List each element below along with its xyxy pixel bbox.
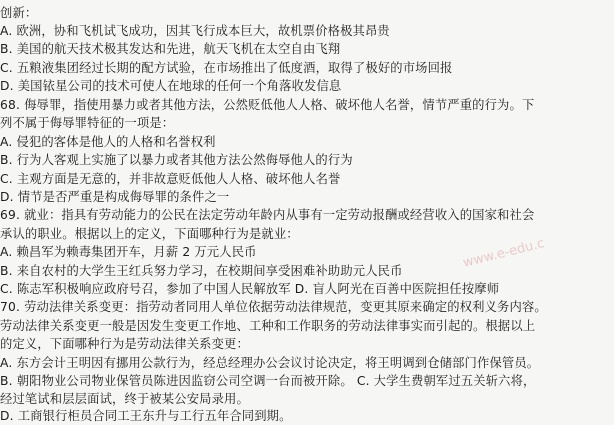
option-a: A. 东方会计王明因有挪用公款行为，经总经理办公会议讨论决定，将王明调到仓储部门作保管员。	[0, 356, 540, 370]
option-a: A. 欧洲，协和飞机试飞成功，因其飞行成本巨大，故机票价格极其昂贵	[0, 24, 390, 38]
question-68-cont: 列不属于侮辱罪特征的一项是：	[0, 116, 175, 130]
option-b: B. 行为人客观上实施了以暴力或者其他方法公然侮辱他人的行为	[0, 153, 353, 167]
watermark: www.e-edu.c	[461, 236, 546, 271]
option-c-cont: 经过笔试和层层面试，终于被某公安局录用。	[0, 392, 249, 406]
option-b-c: B. 朝阳物业公司物业保管员陈进因监窃公司空调一台而被开除。 C. 大学生费朝军过五关斩六将，	[0, 374, 536, 388]
option-a: A. 赖昌军为赖毒集团开车，月薪 2 万元人民币	[0, 245, 257, 259]
question-69: 69. 就业：指具有劳动能力的公民在法定劳动年龄内从事有一定劳动报酬或经营收入的国家和社会	[0, 208, 535, 222]
option-b: B. 美国的航天技术极其发达和先进，航天飞机在太空自由飞翔	[0, 42, 341, 56]
text-line: 创新：	[0, 6, 38, 20]
option-c-d: C. 陈志军积极响应政府号召，参加了中国人民解放军 D. 盲人阿光在百善中医院担任按摩师	[0, 282, 500, 296]
option-c: C. 五粮液集团经过长期的配方试验，在市场推出了低度酒，取得了极好的市场回报	[0, 61, 453, 75]
option-d: D. 工商银行柜员合同工王东升与工行五年合同到期。	[0, 409, 292, 423]
question-69-cont: 承认的职业。根据以上的定义，下面哪种行为是就业：	[0, 227, 299, 241]
option-a: A. 侵犯的客体是他人的人格和名誉权利	[0, 135, 216, 149]
option-d: D. 情节是否严重是构成侮辱罪的条件之一	[0, 190, 230, 204]
question-70-cont: 的定义，下面哪种行为是劳动法律关系变更：	[0, 337, 249, 351]
question-70: 70. 劳动法律关系变更：指劳动者同用人单位依据劳动法律规范，变更其原来确定的权利义务内容。	[0, 300, 547, 314]
question-70-cont: 劳动法律关系变更一般是因发生变更工作地、工种和工作职务的劳动法律事实而引起的。根据以上	[0, 319, 536, 333]
option-c: C. 主观方面是无意的，并非故意贬低他人人格、破坏他人名誉	[0, 172, 341, 186]
option-d: D. 美国铱星公司的技术可使人在地球的任何一个角落收发信息	[0, 79, 342, 93]
option-b: B. 来自农村的大学生王红兵努力学习，在校期间享受困难补助助元人民币	[0, 264, 403, 278]
question-68: 68. 侮辱罪，指使用暴力或者其他方法，公然贬低他人人格、破坏他人名誉，情节严重的行为。下	[0, 98, 535, 112]
